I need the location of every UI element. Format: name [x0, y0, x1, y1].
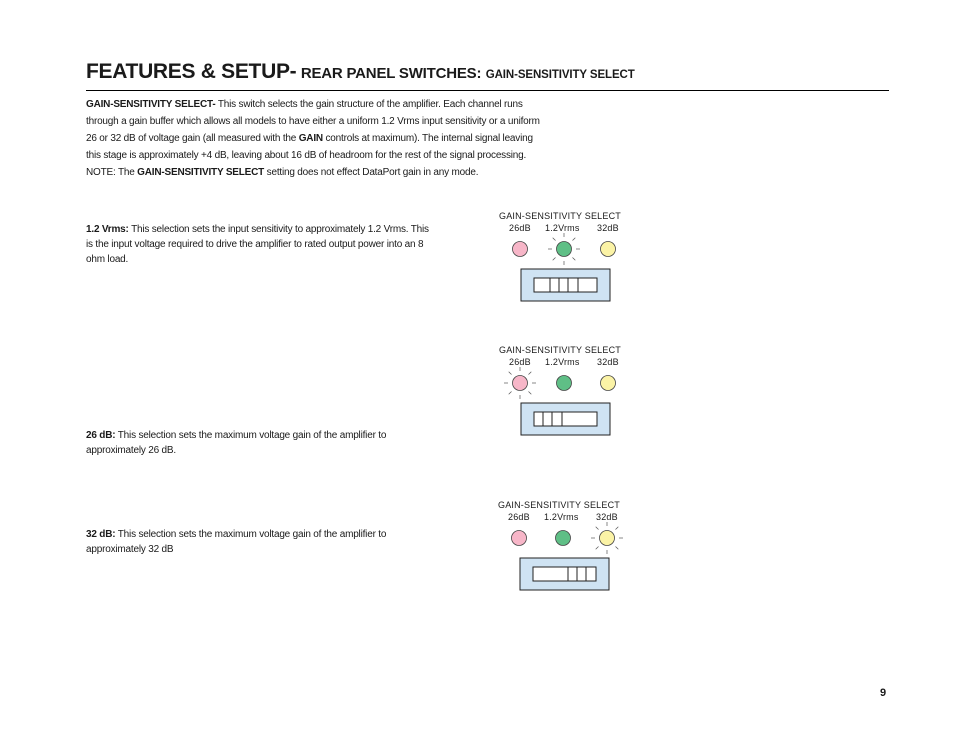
section-text: This selection sets the maximum voltage gain of the amplifier to approximately 32 dB: [86, 529, 387, 555]
heading-topic: GAIN-SENSITIVITY SELECT: [485, 69, 635, 81]
led-label-1-2vrms: 1.2Vrms: [544, 512, 579, 522]
section-text: This selection sets the maximum voltage gain of the amplifier to approximately 26 dB.: [86, 430, 387, 456]
led-1-2vrms-icon: [557, 376, 572, 391]
switch-lever-icon: [550, 278, 578, 292]
led-label-1-2vrms: 1.2Vrms: [545, 357, 580, 367]
switch-diagram-32db: [493, 500, 643, 595]
led-label-32db: 32dB: [596, 512, 618, 522]
intro-text-3: setting does not effect DataPort gain in any mode.: [264, 167, 479, 178]
switch-diagram-graphic: [493, 500, 643, 595]
intro-gain-term: GAIN: [298, 133, 323, 144]
switch-diagram-1-2vrms: [494, 211, 644, 306]
section-lead: 26 dB:: [86, 430, 116, 441]
intro-text-1: This switch selects the gain structure of the amplifier. Each channel runs through a gain buffer which allows all models to have either a uniform 1.2 Vrms input sensitivity or a uniform 26 or 32 dB of voltage gain (all measured with the: [86, 99, 540, 144]
switch-lever-icon: [534, 412, 562, 426]
intro-text-2: controls at maximum). The internal signal leaving this stage is approximately +4 dB, leaving about 16 dB of headroom for the rest of the signal processing. NOTE: The: [86, 133, 533, 178]
led-1-2vrms-icon: [557, 242, 572, 257]
diagram-title: GAIN-SENSITIVITY SELECT: [499, 211, 621, 221]
switch-lever-icon: [568, 567, 596, 581]
led-32db-icon: [600, 531, 615, 546]
section-1-2vrms: [86, 222, 431, 267]
page-number: 9: [880, 687, 887, 699]
led-label-26db: 26dB: [509, 357, 531, 367]
led-label-32db: 32dB: [597, 223, 619, 233]
intro-gss-term: GAIN-SENSITIVITY SELECT: [137, 167, 265, 178]
led-label-26db: 26dB: [509, 223, 531, 233]
section-heading: [86, 62, 889, 91]
switch-diagram-graphic: [494, 211, 644, 306]
switch-diagram-graphic: [494, 345, 644, 440]
diagram-title: GAIN-SENSITIVITY SELECT: [499, 345, 621, 355]
led-32db-icon: [601, 242, 616, 257]
heading-main: FEATURES & SETUP-: [86, 60, 297, 83]
led-32db-icon: [601, 376, 616, 391]
led-26db-icon: [512, 531, 527, 546]
section-lead: 1.2 Vrms:: [86, 224, 129, 235]
intro-paragraph: [86, 96, 546, 181]
led-26db-icon: [513, 376, 528, 391]
switch-diagram-26db: [494, 345, 644, 440]
led-1-2vrms-icon: [556, 531, 571, 546]
led-label-26db: 26dB: [508, 512, 530, 522]
diagram-title: GAIN-SENSITIVITY SELECT: [498, 500, 620, 510]
heading-sub: REAR PANEL SWITCHES:: [300, 65, 482, 82]
led-label-1-2vrms: 1.2Vrms: [545, 223, 580, 233]
led-label-32db: 32dB: [597, 357, 619, 367]
section-32db: [86, 527, 411, 557]
section-26db: [86, 428, 411, 458]
section-text: This selection sets the input sensitivity to approximately 1.2 Vrms. This is the input voltage required to drive the amplifier to rated output power into an 8 ohm load.: [86, 224, 429, 265]
intro-lead: GAIN-SENSITIVITY SELECT-: [86, 99, 216, 110]
section-lead: 32 dB:: [86, 529, 116, 540]
led-26db-icon: [513, 242, 528, 257]
